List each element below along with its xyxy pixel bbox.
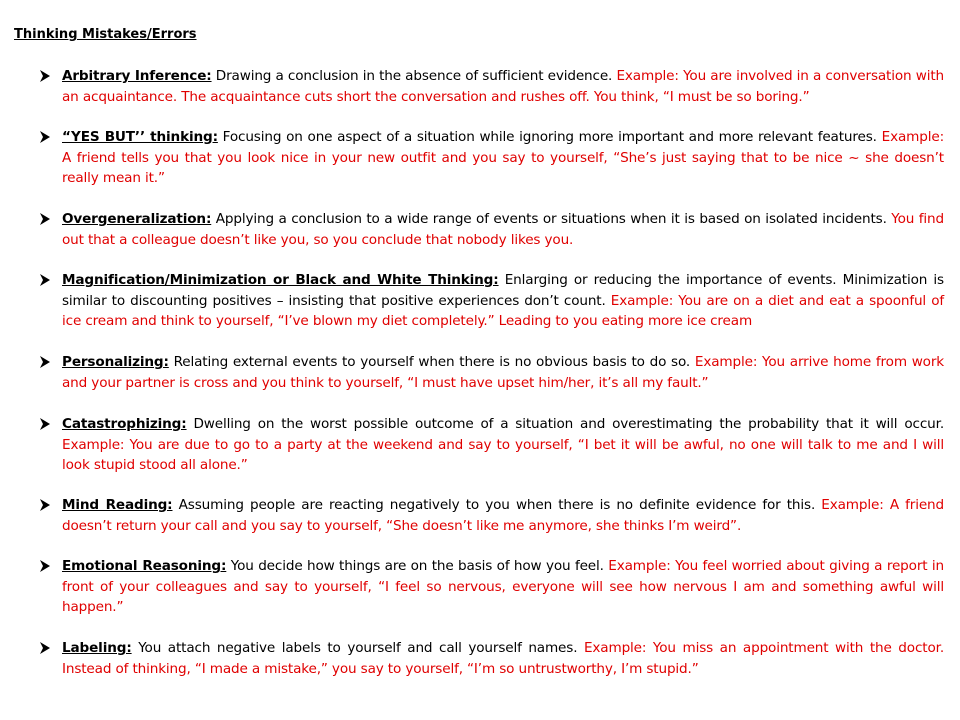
arrow-bullet-icon (38, 638, 52, 658)
arrow-bullet-icon (38, 556, 52, 576)
definition-text: You attach negative labels to yourself and call yourself names. (131, 640, 584, 656)
example-text: Example: You miss an appointment with the doctor. Instead of thinking, “I made a mistake,” you say to yourself, “I’m so untrustworthy, I’m stupid.” (62, 640, 944, 677)
list-item-text (62, 270, 944, 332)
list-item-text (62, 495, 944, 536)
example-text: Example: You arrive home from work and your partner is cross and you think to yourself, “I must have upset him/her, it’s all my fault.” (62, 354, 944, 391)
definition-text: You decide how things are on the basis of how you feel. (226, 558, 609, 574)
list-item-text (62, 352, 944, 393)
document-title: Thinking Mistakes/Errors (14, 27, 197, 42)
term-label: Emotional Reasoning: (62, 558, 227, 574)
list-item-text (62, 414, 944, 476)
term-label: Overgeneralization: (62, 211, 212, 227)
definition-text: Dwelling on the worst possible outcome of a situation and overestimating the probability that it will occur. (186, 416, 944, 432)
arrow-bullet-icon (38, 270, 52, 290)
list-item-text (62, 127, 944, 189)
definition-text: Assuming people are reacting negatively to you when there is no definite evidence for this. (172, 497, 822, 513)
list-item-text (62, 209, 944, 250)
term-label: “YES BUT’’ thinking: (62, 129, 218, 145)
list-item-text (62, 66, 944, 107)
arrow-bullet-icon (38, 495, 52, 515)
arrow-bullet-icon (38, 66, 52, 86)
term-label: Mind Reading: (62, 497, 173, 513)
definition-text: Relating external events to yourself when there is no obvious basis to do so. (168, 354, 695, 370)
term-label: Magnification/Minimization or Black and White Thinking: (62, 272, 499, 288)
arrow-bullet-icon (38, 127, 52, 147)
definition-text: Enlarging or reducing the importance of events. Minimization is similar to discounting positives – insisting that positive experiences don’t count. (62, 272, 944, 309)
example-text: Example: You are involved in a conversation with an acquaintance. The acquaintance cuts short the conversation and rushes off. You think, “I must be so boring.” (62, 68, 944, 105)
example-text: Example: You are on a diet and eat a spoonful of ice cream and think to yourself, “I’ve blown my diet completely.” Leading to you eating more ice cream (62, 292, 944, 329)
definition-text: Applying a conclusion to a wide range of events or situations when it is based on isolated incidents. (211, 211, 892, 227)
definition-text: Focusing on one aspect of a situation while ignoring more important and more relevant features. (217, 129, 882, 145)
example-text: Example: A friend doesn’t return your call and you say to yourself, “She doesn’t like me anymore, she thinks I’m weird”. (62, 497, 944, 534)
example-text: Example: You feel worried about giving a report in front of your colleagues and say to yourself, “I feel so nervous, everyone will see how nervous I am and something awful will happen.” (62, 558, 944, 615)
example-text: Example: You are due to go to a party at the weekend and say to yourself, “I bet it will be awful, no one will talk to me and I will look stupid stood all alone.” (62, 436, 944, 473)
arrow-bullet-icon (38, 414, 52, 434)
list-item-text (62, 556, 944, 618)
term-label: Catastrophizing: (62, 416, 187, 432)
arrow-bullet-icon (38, 209, 52, 229)
example-text: Example: A friend tells you that you look nice in your new outfit and you say to yourself, “She’s just saying that to be nice ~ she doesn’t really mean it.” (62, 129, 944, 186)
list-item-text (62, 638, 944, 679)
term-label: Personalizing: (62, 354, 169, 370)
arrow-bullet-icon (38, 352, 52, 372)
term-label: Labeling: (62, 640, 132, 656)
definition-text: Drawing a conclusion in the absence of sufficient evidence. (211, 68, 617, 84)
example-text: You find out that a colleague doesn’t like you, so you conclude that nobody likes you. (62, 211, 945, 248)
term-label: Arbitrary Inference: (62, 68, 212, 84)
